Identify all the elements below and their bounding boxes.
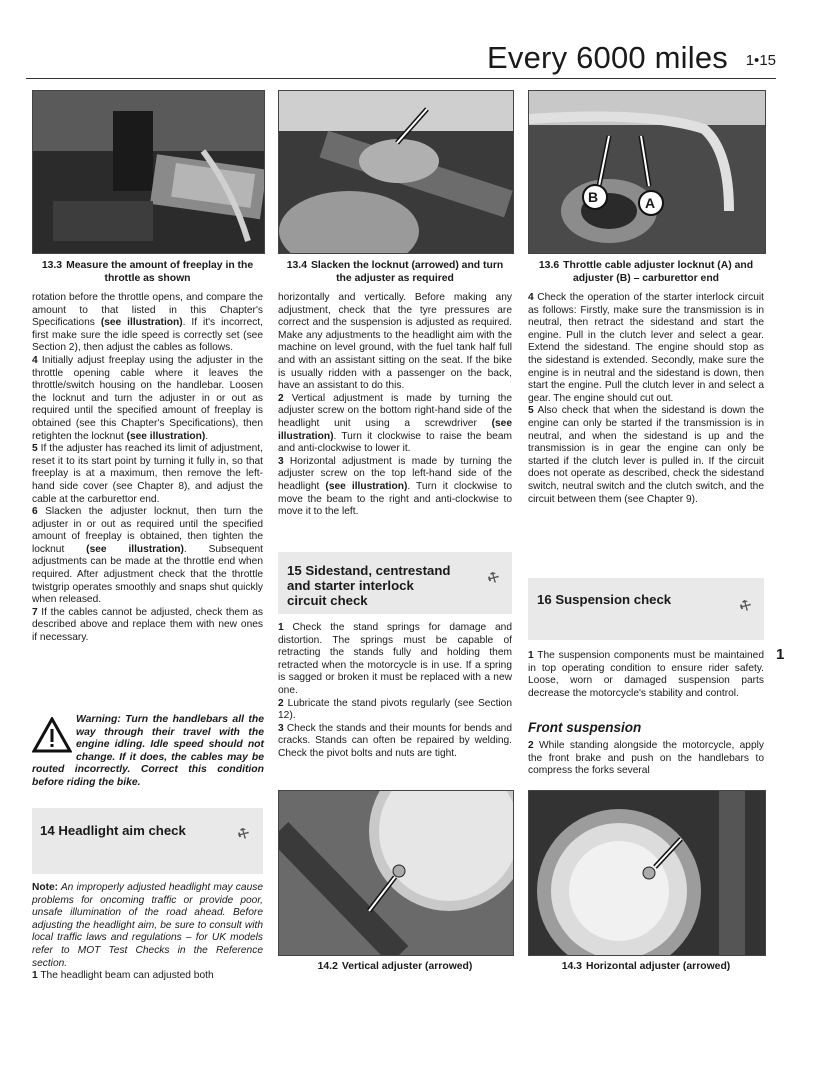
section-15-title: 15 Sidestand, centrestand and starter interlock circuit check: [287, 563, 451, 608]
paragraph-5: 5 If the adjuster has reached its limit of adjustment, reset it to its start point by turning it fully in, so that freeplay is at a maximum, then remove the left-hand side cover (see Chapter 8), and adjust the cable at the carburettor end.: [32, 443, 263, 505]
wrench-icon: ⚒: [233, 824, 253, 843]
paragraph-6: 6 Slacken the adjuster locknut, then turn the adjuster in or out as required until the specified amount of freeplay is obtained, then tighten the locknut (see illustration). Subsequent adjustments can be made at the throttle end when required. After adjustment check that the throttle twistgrip operates smoothly and snaps shut quickly when released.: [32, 506, 264, 606]
section-14-box: [32, 808, 263, 874]
caption-14-2: 14.2 Vertical adjuster (arrowed): [317, 961, 473, 972]
label-a: A: [645, 195, 656, 211]
paragraph-2: 2 Vertical adjustment is made by turning the adjuster screw on the bottom right-hand side of the headlight unit using a screwdriver (see illustration). Turn it clockwise to raise the beam and anti-clockwise to lower it.: [278, 392, 512, 455]
paragraph: rotation before the throttle opens, and compare the amount to that listed in this Chapter's Specifications (see illustration). If it's incorrect, first make sure the idle speed is correctly set (see Section 2), then adjust the cables as follows.: [32, 292, 263, 354]
section-16-title: 16 Suspension check: [537, 592, 672, 607]
paragraph-5: 5 Also check that when the sidestand is down the engine can only be started if the transmission is in neutral, and when the sidestand is up and the transmission is in gear the engine can only be started if the clutch lever is pulled in. If the circuit does not operate as described, check the sidestand switch, neutral switch and the clutch switch, and the circuit between them (see Chapter 9).: [528, 405, 764, 505]
wrench-icon: ⚒: [483, 568, 503, 587]
column-1: [32, 292, 263, 645]
label-b: B: [588, 189, 599, 205]
column-2: [278, 292, 512, 519]
caption-13-4: 13.4 Slacken the locknut (arrowed) and turn the adjuster as required: [286, 260, 504, 284]
photo-14-3: [528, 790, 766, 956]
paragraph-7: 7 If the cables cannot be adjusted, check them as described above and replace them with new ones if necessary.: [32, 606, 263, 644]
photo-13-4: [278, 90, 514, 254]
caption-13-3: 13.3 Measure the amount of freeplay in the throttle as shown: [41, 260, 254, 284]
section-16-body-2: 2 While standing alongside the motorcycle, apply the front brake and push on the handlebars to compress the forks several: [528, 740, 764, 777]
photo-13-3: [32, 90, 265, 254]
caption-13-6: 13.6 Throttle cable adjuster locknut (A) and adjuster (B) – carburettor end: [538, 260, 754, 284]
caption-14-3: 14.3 Horizontal adjuster (arrowed): [561, 961, 731, 972]
chapter-tab: 1: [776, 646, 785, 663]
section-14-title: 14 Headlight aim check: [40, 823, 186, 838]
paragraph-4: 4 Initially adjust freeplay using the adjuster in the throttle opening cable where it leaves the throttle/switch housing on the handlebar. Loosen the locknut and turn the adjuster in or out as required until the specified amount of freeplay is obtained (see this Chapter's Specifications), then retighten the locknut (see illustration).: [32, 354, 263, 442]
wrench-icon: ⚒: [735, 596, 755, 615]
section-16-body: 1 The suspension components must be maintained in top operating condition to ensure rider safety. Loose, worn or damaged suspension parts decrease the motorcycle's stability and control.: [528, 650, 764, 699]
paragraph-3: 3 Horizontal adjustment is made by turning the adjuster screw on the top left-hand side of the headlight (see illustration). Turn it clockwise to move the beam to the right and anti-clockwise to move it to the left.: [278, 455, 512, 518]
page-header: [26, 38, 776, 79]
paragraph-4: 4 Check the operation of the starter interlock circuit as follows: Firstly, make sure the transmission is in neutral, then retract the sidestand and start the engine. Pull in the clutch lever and select a gear. Extend the sidestand. The engine should stop as the sidestand is extended. Secondly, make sure the engine is in neutral and the sidestand is down, then start the engine. Pull the clutch lever in and select a gear. The engine should cut out.: [528, 292, 764, 404]
section-15-body: 1 Check the stand springs for damage and distortion. The springs must be capable of retracting the stands fully and holding them retracted when the motorcycle is in use. If a spring is sagged or broken it must be replaced with a new one. 2 Lubricate the stand pivots regularly (see Section 12). 3 Check the stands and their mounts for bends and cracks. Stands can often be repaired by welding. Check the pivot bolts and nuts are tight.: [278, 622, 512, 759]
warning-text: Warning: Turn the handlebars all the way through their travel with the engine idling. Idle speed should not change. If it does, the cables may be routed incorrectly. Correct this condition before riding the bike.: [32, 714, 264, 788]
page-title: Every 6000 miles: [487, 40, 728, 75]
column-3: [528, 292, 764, 506]
front-suspension-heading: Front suspension: [528, 720, 642, 735]
photo-14-2: [278, 790, 514, 956]
page-number: 1•15: [745, 52, 776, 69]
paragraph: horizontally and vertically. Before making any adjustment, check that the tyre pressures are correct and the suspension is adjusted as required. Make any adjustments to the headlight aim with the machine on level ground, with the fuel tank half full and with an assistant sitting on the seat. If the bike is usually ridden with a passenger on the back, have an assistant to do this.: [278, 292, 512, 392]
section-14-note: Note: An improperly adjusted headlight may cause problems for oncoming traffic or provide poor, unsafe illumination of the road ahead. Before adjusting the headlight aim, be sure to consult with local traffic laws and regulations – for UK models refer to MOT Test Checks in the Reference section. 1 The headlight beam can adjusted both: [32, 882, 263, 982]
section-16-box: [528, 578, 764, 640]
photo-13-6: [528, 90, 766, 254]
